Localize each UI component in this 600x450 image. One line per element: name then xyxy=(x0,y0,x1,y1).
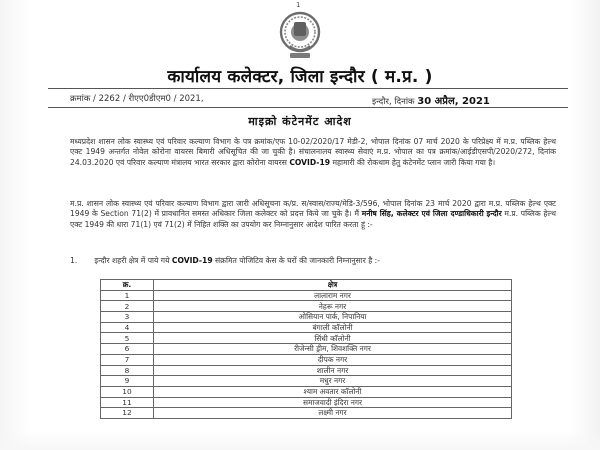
paragraph-2-text: म.प्र. शासन लोक स्वास्थ्य एवं परिवार कल्याण विभाग द्वारा जारी अधिसूचना क/प्र. स/स्वास/राज्य/मेडि-3/596, भोपाल दिनांक 23 मार्च 2020 द्वारा म.प्र. पब्लिक हेल्थ एक्ट 1949 के Section 71(2) में प्रावधानित समस्त अधिकार जिला कलेक्टर को प्रदत्त किये जा चुके है। मैं xyxy=(70,199,556,219)
place-date-label: इन्दौर, दिनांक xyxy=(372,97,415,107)
serial-cell: 10 xyxy=(101,386,154,397)
page-bottom-shade xyxy=(0,430,600,450)
serial-cell: 12 xyxy=(101,408,154,419)
table-row xyxy=(101,354,512,365)
table-header-row xyxy=(101,280,512,291)
mp-state-emblem-icon xyxy=(278,8,322,64)
area-cell: मधुर नगर xyxy=(154,376,512,387)
paragraph-3 xyxy=(70,256,556,266)
order-number: क्रमांक / 2262 / रीएए0डीएम0 / 2021, xyxy=(70,94,204,104)
paragraph-3-highlight: COVID-19 xyxy=(171,256,213,265)
paragraph-2 xyxy=(70,199,556,230)
table-row xyxy=(101,386,512,397)
place-date xyxy=(372,93,490,107)
paragraph-1 xyxy=(70,137,556,168)
paragraph-3-text-end: संक्रमित पोजिटिव केस के घरों की जानकारी निम्नानुसार है :- xyxy=(215,256,380,265)
serial-cell: 5 xyxy=(101,333,154,344)
serial-cell: 6 xyxy=(101,344,154,355)
area-cell: श्याम अवतार कॉलोनी xyxy=(154,386,512,397)
area-cell: दीपक नगर xyxy=(154,354,512,365)
area-cell: शालीन नगर xyxy=(154,365,512,376)
serial-cell: 2 xyxy=(101,301,154,312)
serial-cell: 8 xyxy=(101,365,154,376)
table-row xyxy=(101,408,512,419)
office-title: कार्यालय कलेक्टर, जिला इन्दौर ( म.प्र. ) xyxy=(167,67,433,87)
area-cell: बंगाली कॉलोनी xyxy=(154,322,512,333)
serial-header: क्र. xyxy=(101,280,154,291)
serial-cell: 11 xyxy=(101,397,154,408)
paragraph-1-text-end: महामारी की रोकथाम हेतु कंटेनमेंट प्लान जारी किया गया है। xyxy=(332,157,496,167)
table-row xyxy=(101,344,512,355)
serial-cell: 3 xyxy=(101,312,154,323)
area-cell: समाजवादी इंदिरा नगर xyxy=(154,397,512,408)
table-row xyxy=(101,322,512,333)
order-title: माइक्रो कंटेनमेंट आदेश xyxy=(248,115,352,128)
paragraph-1-text: मध्यप्रदेश शासन लोक स्वास्थ्य एवं परिवार कल्याण विभाग के पत्र क्रमांक/एफ 10-02/2020/17 मेडी-2, भोपाल दिनांक 07 मार्च 2020 के परिप्रेक्ष्य में म.प्र. पब्लिक हेल्थ एक्ट 1949 अन्तर्गत नोवेल कोरोना वायरस बिमारी अधिसूचित की जा चुकी है। संचालनालय स्वास्थ्य सेवाएं म.प्र. भोपाल का पत्र क्रमांक/आईडीएसपी/2020/272, दिनांक 24.03.2020 एवं परिवार कल्याण मंत्रालय भारत सरकार द्वारा कोरोना वायरस xyxy=(70,137,556,167)
area-header: क्षेत्र xyxy=(154,280,512,291)
area-cell: ओसियान पार्क, निपानिया xyxy=(154,312,512,323)
area-cell: लालाराम नगर xyxy=(154,290,512,301)
title-rule xyxy=(48,88,568,89)
paragraph-2-text-end: म.प्र. पब्लिक हेल्थ एक्ट 1949 की धारा 71(1) एवं 71(2) में निहित शक्ति का उपयोग कर निम्नानुसार आदेश पारित करता हूं :- xyxy=(70,209,557,229)
order-date: 30 अप्रैल, 2021 xyxy=(417,96,490,107)
serial-cell: 4 xyxy=(101,322,154,333)
containment-areas-table xyxy=(100,279,512,419)
table-row xyxy=(101,365,512,376)
table-row xyxy=(101,333,512,344)
area-cell: सिंधी कॉलोनी xyxy=(154,333,512,344)
paragraph-1-highlight: COVID-19 xyxy=(289,157,331,167)
serial-cell: 7 xyxy=(101,354,154,365)
table-row xyxy=(101,397,512,408)
table-row xyxy=(101,312,512,323)
serial-cell: 1 xyxy=(101,290,154,301)
area-cell: रीजेन्सी ड्रीम, शिवशक्ति नगर xyxy=(154,344,512,355)
area-cell: लक्ष्मी नगर xyxy=(154,408,512,419)
serial-cell: 9 xyxy=(101,376,154,387)
reference-rule xyxy=(48,107,568,108)
table-row xyxy=(101,376,512,387)
table-row xyxy=(101,301,512,312)
table-row xyxy=(101,290,512,301)
paragraph-2-highlight: मनीष सिंह, कलेक्टर एवं जिला दण्डाधिकारी इन्दौर xyxy=(361,209,502,219)
paragraph-3-number: 1. xyxy=(70,256,78,265)
page-number: 1 xyxy=(296,1,301,9)
paragraph-3-text: इन्दौर शहरी क्षेत्र में पाये गये xyxy=(94,256,170,265)
area-cell: नेहरू नगर xyxy=(154,301,512,312)
